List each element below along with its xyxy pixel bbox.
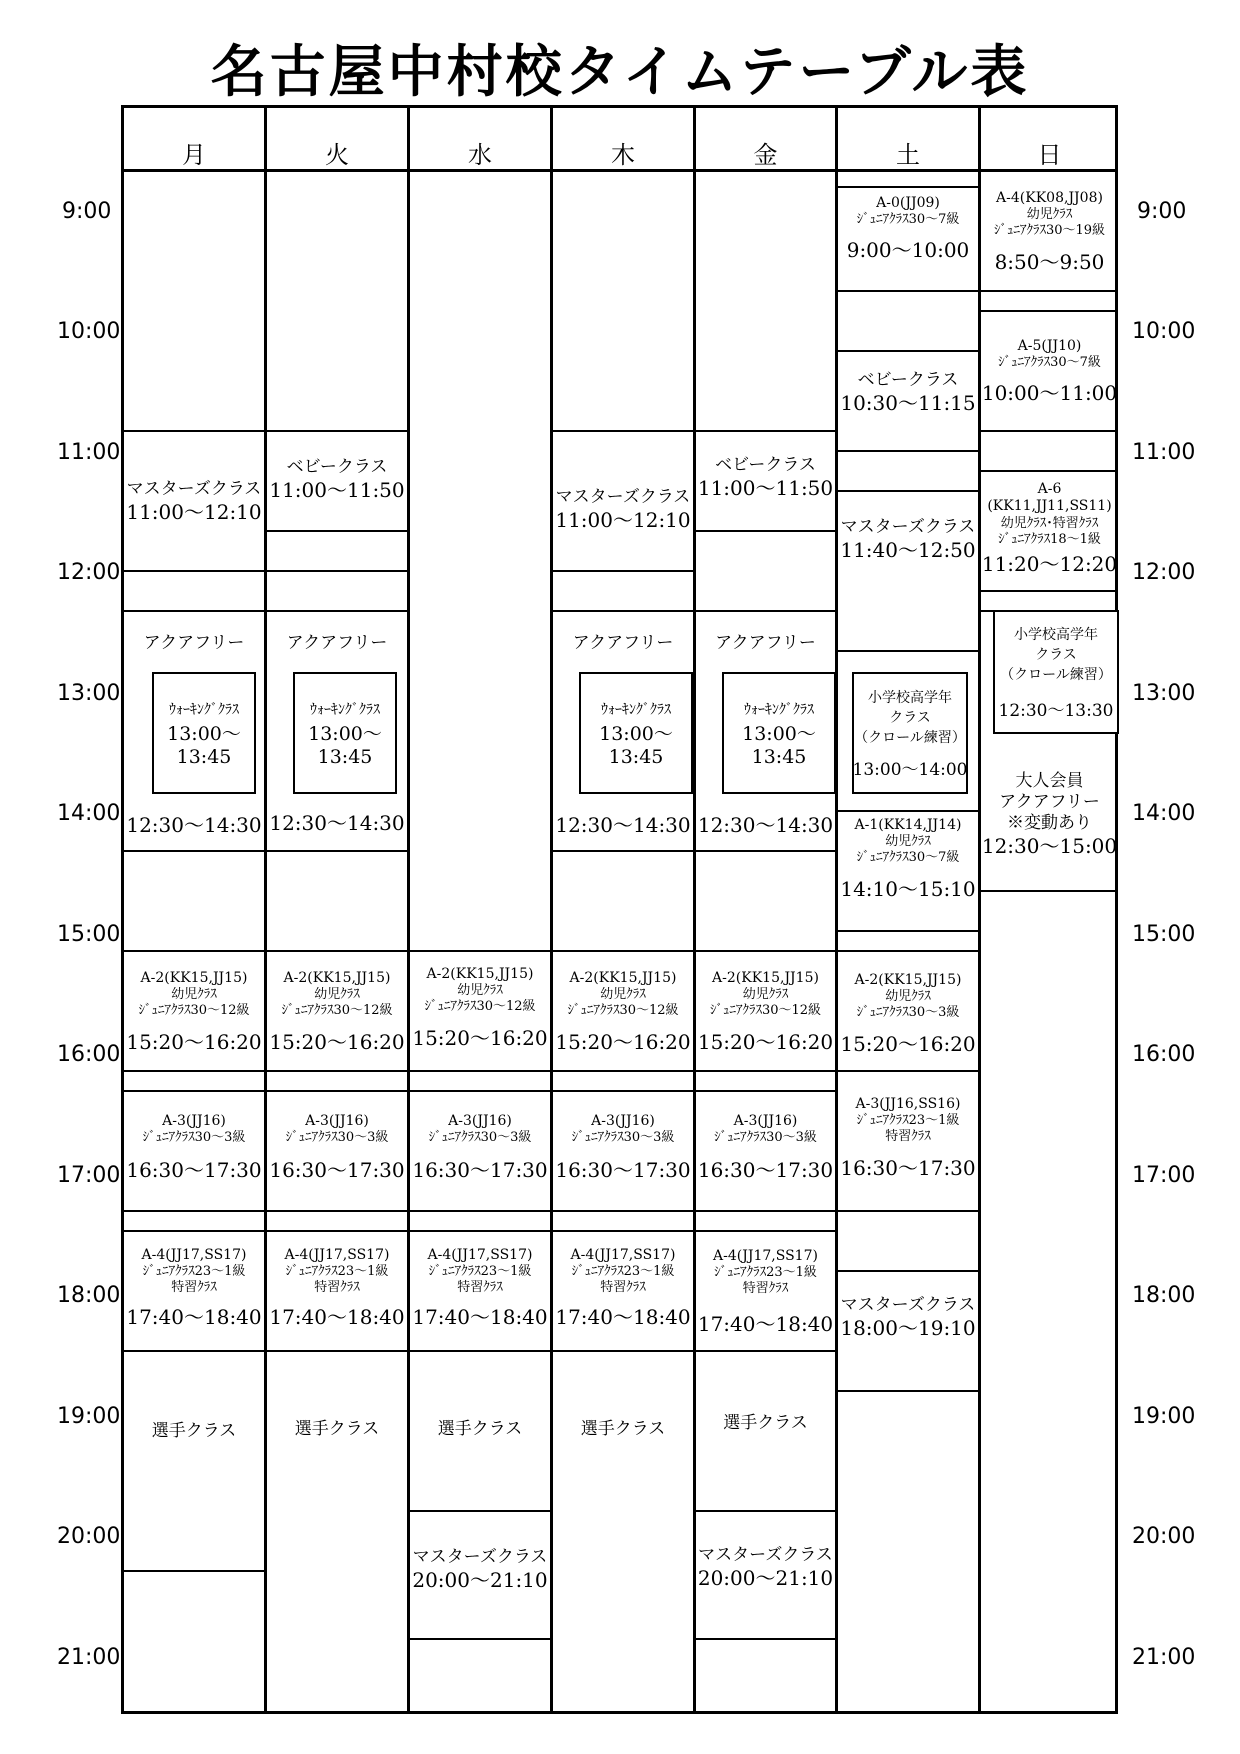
timetable bbox=[121, 105, 1118, 1714]
class-time: 11:20〜12:20 bbox=[981, 552, 1118, 577]
class-time: 20:00〜21:10 bbox=[412, 1568, 548, 1593]
class-name: A-4(KK08,JJ08) bbox=[996, 189, 1103, 206]
class-name: A-3(JJ16) bbox=[305, 1112, 369, 1129]
time-label-left: 18:00 bbox=[57, 1283, 121, 1308]
time-label-right: 18:00 bbox=[1132, 1283, 1196, 1308]
class-time: 15:20〜16:20 bbox=[269, 1029, 405, 1054]
time-label-right: 19:00 bbox=[1132, 1404, 1196, 1429]
class-name: A-2(KK15,JJ15) bbox=[140, 969, 248, 986]
class-name: A-4(JJ17,SS17) bbox=[713, 1247, 818, 1264]
time-label-right: 13:00 bbox=[1132, 681, 1196, 706]
time-label-right: 21:00 bbox=[1132, 1645, 1196, 1670]
time-label-left: 9:00 bbox=[62, 199, 112, 224]
class-time: 20:00〜21:10 bbox=[697, 1566, 834, 1591]
class-name: ｳｫｰｷﾝｸﾞｸﾗｽ bbox=[310, 701, 380, 718]
class-name: 小学校高学年 bbox=[1014, 626, 1098, 643]
class-name: A-4(JJ17,SS17) bbox=[427, 1246, 533, 1263]
class-name: A-3(JJ16) bbox=[591, 1112, 655, 1129]
class-time: 13:45 bbox=[176, 745, 232, 768]
class-name: マスターズクラス bbox=[555, 486, 691, 507]
a2-class-block: A-2(KK15,JJ15) 幼児ｸﾗｽ ｼﾞｭﾆｱｸﾗｽ30〜12級 15:20〜16:20 bbox=[126, 969, 262, 1054]
masters-class-block bbox=[838, 1290, 978, 1346]
a2-class-block: A-2(KK15,JJ15) 幼児ｸﾗｽ ｼﾞｭﾆｱｸﾗｽ30〜12級 15:20〜16:20 bbox=[697, 969, 834, 1054]
day-header-fri: 金 bbox=[696, 108, 838, 172]
class-time: 14:10〜15:10 bbox=[840, 876, 976, 901]
class-name: マスターズクラス bbox=[698, 1544, 833, 1565]
time-label-left: 20:00 bbox=[57, 1524, 121, 1549]
class-time: 12:30〜15:00 bbox=[981, 834, 1118, 859]
class-time: 15:20〜16:20 bbox=[555, 1029, 691, 1054]
a1-class-block: A-1(KK14,JJ14) 幼児ｸﾗｽ ｼﾞｭﾆｱｸﾗｽ30〜7級 14:10〜15:10 bbox=[840, 816, 976, 901]
time-label-right: 17:00 bbox=[1132, 1163, 1196, 1188]
a3-class-block: A-3(JJ16) ｼﾞｭﾆｱｸﾗｽ30〜3級 16:30〜17:30 bbox=[555, 1112, 691, 1183]
aqua-free-label: アクアフリー bbox=[143, 633, 245, 654]
a3-class-block: A-3(JJ16) ｼﾞｭﾆｱｸﾗｽ30〜3級 16:30〜17:30 bbox=[697, 1112, 834, 1183]
elementary-class-box: 小学校高学年 クラス （クロール練習） 12:30〜13:30 bbox=[993, 610, 1119, 734]
time-label-right: 15:00 bbox=[1132, 922, 1196, 947]
class-name: A-2(KK15,JJ15) bbox=[712, 969, 819, 986]
aqua-free-time: 12:30〜14:30 bbox=[555, 812, 691, 837]
class-name: マスターズクラス bbox=[840, 1294, 976, 1315]
class-time: 13:45 bbox=[317, 745, 373, 768]
class-time: 17:40〜18:40 bbox=[412, 1304, 548, 1329]
class-time: 17:40〜18:40 bbox=[126, 1304, 262, 1329]
class-time: 17:40〜18:40 bbox=[269, 1304, 405, 1329]
class-name: ｳｫｰｷﾝｸﾞｸﾗｽ bbox=[601, 701, 671, 718]
class-name: A-2(KK15,JJ15) bbox=[426, 965, 534, 982]
a5-class-block: A-5(JJ10) ｼﾞｭﾆｱｸﾗｽ30〜7級 10:00〜11:00 bbox=[981, 337, 1118, 406]
a4-class-block: A-4(JJ17,SS17) ｼﾞｭﾆｱｸﾗｽ23〜1級 特習ｸﾗｽ 17:40〜18:40 bbox=[126, 1246, 262, 1329]
class-name: マスターズクラス bbox=[840, 516, 976, 537]
column-wed bbox=[410, 172, 553, 1711]
class-name: マスターズクラス bbox=[126, 478, 262, 499]
class-time: 16:30〜17:30 bbox=[269, 1158, 405, 1183]
column-sun bbox=[981, 172, 1118, 1711]
class-name: A-2(KK15,JJ15) bbox=[854, 971, 962, 988]
senshu-class: 選手クラス bbox=[437, 1419, 523, 1440]
class-time: 16:30〜17:30 bbox=[697, 1158, 834, 1183]
class-time: 17:40〜18:40 bbox=[555, 1304, 691, 1329]
walking-class-box bbox=[293, 672, 397, 794]
masters-class-block bbox=[838, 510, 978, 570]
masters-class-block bbox=[696, 1542, 835, 1594]
senshu-class: 選手クラス bbox=[151, 1421, 237, 1442]
class-time: 15:20〜16:20 bbox=[126, 1029, 262, 1054]
column-fri bbox=[696, 172, 838, 1711]
class-time: 15:20〜16:20 bbox=[697, 1029, 834, 1054]
masters-class-block bbox=[410, 1544, 550, 1596]
class-name: ｳｫｰｷﾝｸﾞｸﾗｽ bbox=[744, 701, 814, 718]
class-name: ｳｫｰｷﾝｸﾞｸﾗｽ bbox=[169, 701, 239, 718]
senshu-class: 選手クラス bbox=[723, 1413, 808, 1434]
time-label-left: 16:00 bbox=[57, 1042, 121, 1067]
a3-class-block: A-3(JJ16) ｼﾞｭﾆｱｸﾗｽ30〜3級 16:30〜17:30 bbox=[126, 1112, 262, 1183]
class-name: ベビークラス bbox=[286, 456, 388, 477]
day-header-mon: 月 bbox=[124, 108, 267, 172]
class-time: 16:30〜17:30 bbox=[555, 1158, 691, 1183]
class-name: A-2(KK15,JJ15) bbox=[283, 969, 391, 986]
class-time: 11:00〜11:50 bbox=[697, 476, 834, 501]
class-time: 15:20〜16:20 bbox=[412, 1025, 548, 1050]
time-label-left: 11:00 bbox=[57, 440, 121, 465]
class-name: A-3(JJ16,SS16) bbox=[855, 1095, 961, 1112]
day-header-sun: 日 bbox=[1037, 141, 1062, 169]
a3-class-block: A-3(JJ16,SS16) ｼﾞｭﾆｱｸﾗｽ23〜1級 特習ｸﾗｽ 16:30〜17:30 bbox=[840, 1095, 976, 1180]
page-title: 名古屋中村校タイムテーブル表 bbox=[210, 40, 1030, 105]
time-label-left: 12:00 bbox=[57, 560, 121, 585]
a6-class-block: A-6 (KK11,JJ11,SS11) 幼児ｸﾗｽ･特習ｸﾗｽ ｼﾞｭﾆｱｸﾗｽ18〜1級 11:20〜12:20 bbox=[981, 480, 1118, 577]
a3-class-block: A-3(JJ16) ｼﾞｭﾆｱｸﾗｽ30〜3級 16:30〜17:30 bbox=[269, 1112, 405, 1183]
a2-class-block: A-2(KK15,JJ15) 幼児ｸﾗｽ ｼﾞｭﾆｱｸﾗｽ30〜12級 15:20〜16:20 bbox=[555, 969, 691, 1054]
class-name: ベビークラス bbox=[715, 454, 816, 475]
baby-class-block bbox=[267, 434, 407, 526]
class-time: 13:00〜 bbox=[167, 722, 241, 745]
time-label-left: 17:00 bbox=[57, 1163, 121, 1188]
a2-class-block: A-2(KK15,JJ15) 幼児ｸﾗｽ ｼﾞｭﾆｱｸﾗｽ30〜12級 15:20〜16:20 bbox=[269, 969, 405, 1054]
class-time: 11:00〜12:10 bbox=[555, 508, 691, 533]
class-name: A-3(JJ16) bbox=[448, 1112, 512, 1129]
a4-class-block: A-4(JJ17,SS17) ｼﾞｭﾆｱｸﾗｽ23〜1級 特習ｸﾗｽ 17:40〜18:40 bbox=[555, 1246, 691, 1329]
class-name: ベビークラス bbox=[857, 369, 959, 390]
aqua-free-label: アクアフリー bbox=[715, 633, 816, 654]
time-label-right: 10:00 bbox=[1132, 319, 1196, 344]
class-time: 13:00〜 bbox=[599, 722, 673, 745]
class-name: A-4(JJ17,SS17) bbox=[570, 1246, 676, 1263]
masters-class-block bbox=[124, 432, 264, 572]
walking-class-box bbox=[722, 672, 836, 794]
baby-class-block bbox=[838, 360, 978, 426]
a2-class-block: A-2(KK15,JJ15) 幼児ｸﾗｽ ｼﾞｭﾆｱｸﾗｽ30〜12級 15:20〜16:20 bbox=[412, 965, 548, 1050]
class-time: 13:45 bbox=[608, 745, 664, 768]
aqua-free-time: 12:30〜14:30 bbox=[126, 812, 262, 837]
class-time: 13:45 bbox=[751, 745, 807, 768]
class-time: 13:00〜 bbox=[742, 722, 816, 745]
aqua-free-time: 12:30〜14:30 bbox=[697, 812, 834, 837]
a4-class-block: A-4(JJ17,SS17) ｼﾞｭﾆｱｸﾗｽ23〜1級 特習ｸﾗｽ 17:40〜18:40 bbox=[412, 1246, 548, 1329]
column-mon bbox=[124, 172, 267, 1711]
aqua-free-label: アクアフリー bbox=[572, 633, 674, 654]
class-time: 16:30〜17:30 bbox=[412, 1158, 548, 1183]
time-label-right: 14:00 bbox=[1132, 801, 1196, 826]
a4-sunday-block: A-4(KK08,JJ08) 幼児ｸﾗｽ ｼﾞｭﾆｱｸﾗｽ30〜19級 8:50〜9:50 bbox=[993, 189, 1106, 274]
time-label-right: 9:00 bbox=[1137, 199, 1187, 224]
class-time: 10:30〜11:15 bbox=[840, 391, 976, 416]
column-thu bbox=[553, 172, 696, 1711]
class-time: 11:00〜12:10 bbox=[126, 500, 262, 525]
senshu-class: 選手クラス bbox=[294, 1419, 380, 1440]
class-time: 17:40〜18:40 bbox=[697, 1311, 834, 1336]
time-label-left: 13:00 bbox=[57, 681, 121, 706]
class-time: 15:20〜16:20 bbox=[840, 1031, 976, 1056]
class-time: 16:30〜17:30 bbox=[840, 1155, 976, 1180]
class-name: A-3(JJ16) bbox=[733, 1112, 798, 1129]
day-header-tue: 火 bbox=[267, 108, 410, 172]
class-time: 16:30〜17:30 bbox=[126, 1158, 262, 1183]
time-label-right: 16:00 bbox=[1132, 1042, 1196, 1067]
class-name: A-2(KK15,JJ15) bbox=[569, 969, 677, 986]
aqua-free-label: アクアフリー bbox=[286, 633, 388, 654]
day-header-thu: 木 bbox=[553, 108, 696, 172]
class-time: 9:00〜10:00 bbox=[846, 238, 970, 263]
class-name: A-4(JJ17,SS17) bbox=[284, 1246, 390, 1263]
time-label-left: 14:00 bbox=[57, 801, 121, 826]
class-name: A-6 bbox=[1037, 480, 1062, 497]
a3-class-block: A-3(JJ16) ｼﾞｭﾆｱｸﾗｽ30〜3級 16:30〜17:30 bbox=[412, 1112, 548, 1183]
a4-class-block: A-4(JJ17,SS17) ｼﾞｭﾆｱｸﾗｽ23〜1級 特習ｸﾗｽ 17:40〜18:40 bbox=[269, 1246, 405, 1329]
time-label-right: 11:00 bbox=[1132, 440, 1196, 465]
class-time: 8:50〜9:50 bbox=[994, 249, 1105, 274]
class-time: 13:00〜14:00 bbox=[852, 759, 968, 780]
class-name: A-3(JJ16) bbox=[162, 1112, 226, 1129]
masters-class-block bbox=[553, 440, 693, 580]
column-tue bbox=[267, 172, 410, 1711]
aqua-free-time: 12:30〜14:30 bbox=[269, 810, 405, 835]
a4-class-block: A-4(JJ17,SS17) ｼﾞｭﾆｱｸﾗｽ23〜1級 特習ｸﾗｽ 17:40〜18:40 bbox=[697, 1247, 834, 1336]
class-time: 11:40〜12:50 bbox=[840, 538, 976, 563]
walking-class-box bbox=[579, 672, 693, 794]
class-name: マスターズクラス bbox=[412, 1546, 548, 1567]
senshu-class: 選手クラス bbox=[580, 1419, 666, 1440]
column-sat bbox=[838, 172, 981, 1711]
adult-aqua-free-block: 大人会員 アクアフリー ※変動あり 12:30〜15:00 bbox=[981, 770, 1118, 859]
time-label-right: 12:00 bbox=[1132, 560, 1196, 585]
class-name: 小学校高学年 bbox=[868, 689, 952, 706]
baby-class-block bbox=[696, 432, 835, 524]
a0-class-block: A-0(JJ09) ｼﾞｭﾆｱｸﾗｽ30〜7級 9:00〜10:00 bbox=[846, 194, 970, 263]
time-label-left: 10:00 bbox=[57, 319, 121, 344]
class-time: 11:00〜11:50 bbox=[269, 478, 405, 503]
elementary-class-box: 小学校高学年 クラス （クロール練習） 13:00〜14:00 bbox=[852, 672, 968, 794]
class-time: 10:00〜11:00 bbox=[981, 381, 1118, 406]
class-name: A-0(JJ09) bbox=[876, 194, 940, 211]
class-time: 18:00〜19:10 bbox=[840, 1316, 976, 1341]
time-label-left: 21:00 bbox=[57, 1645, 121, 1670]
day-header-wed: 水 bbox=[410, 108, 553, 172]
class-time: 12:30〜13:30 bbox=[998, 700, 1114, 721]
walking-class-box bbox=[152, 672, 256, 794]
class-name: A-1(KK14,JJ14) bbox=[854, 816, 962, 833]
class-time: 13:00〜 bbox=[308, 722, 382, 745]
class-name: A-5(JJ10) bbox=[1017, 337, 1082, 354]
class-name: A-4(JJ17,SS17) bbox=[141, 1246, 247, 1263]
time-label-left: 19:00 bbox=[57, 1404, 121, 1429]
a2-class-block: A-2(KK15,JJ15) 幼児ｸﾗｽ ｼﾞｭﾆｱｸﾗｽ30〜3級 15:20〜16:20 bbox=[840, 971, 976, 1056]
time-label-left: 15:00 bbox=[57, 922, 121, 947]
day-header-sat: 土 bbox=[838, 108, 981, 172]
class-name: 大人会員 bbox=[1015, 770, 1084, 791]
time-label-right: 20:00 bbox=[1132, 1524, 1196, 1549]
